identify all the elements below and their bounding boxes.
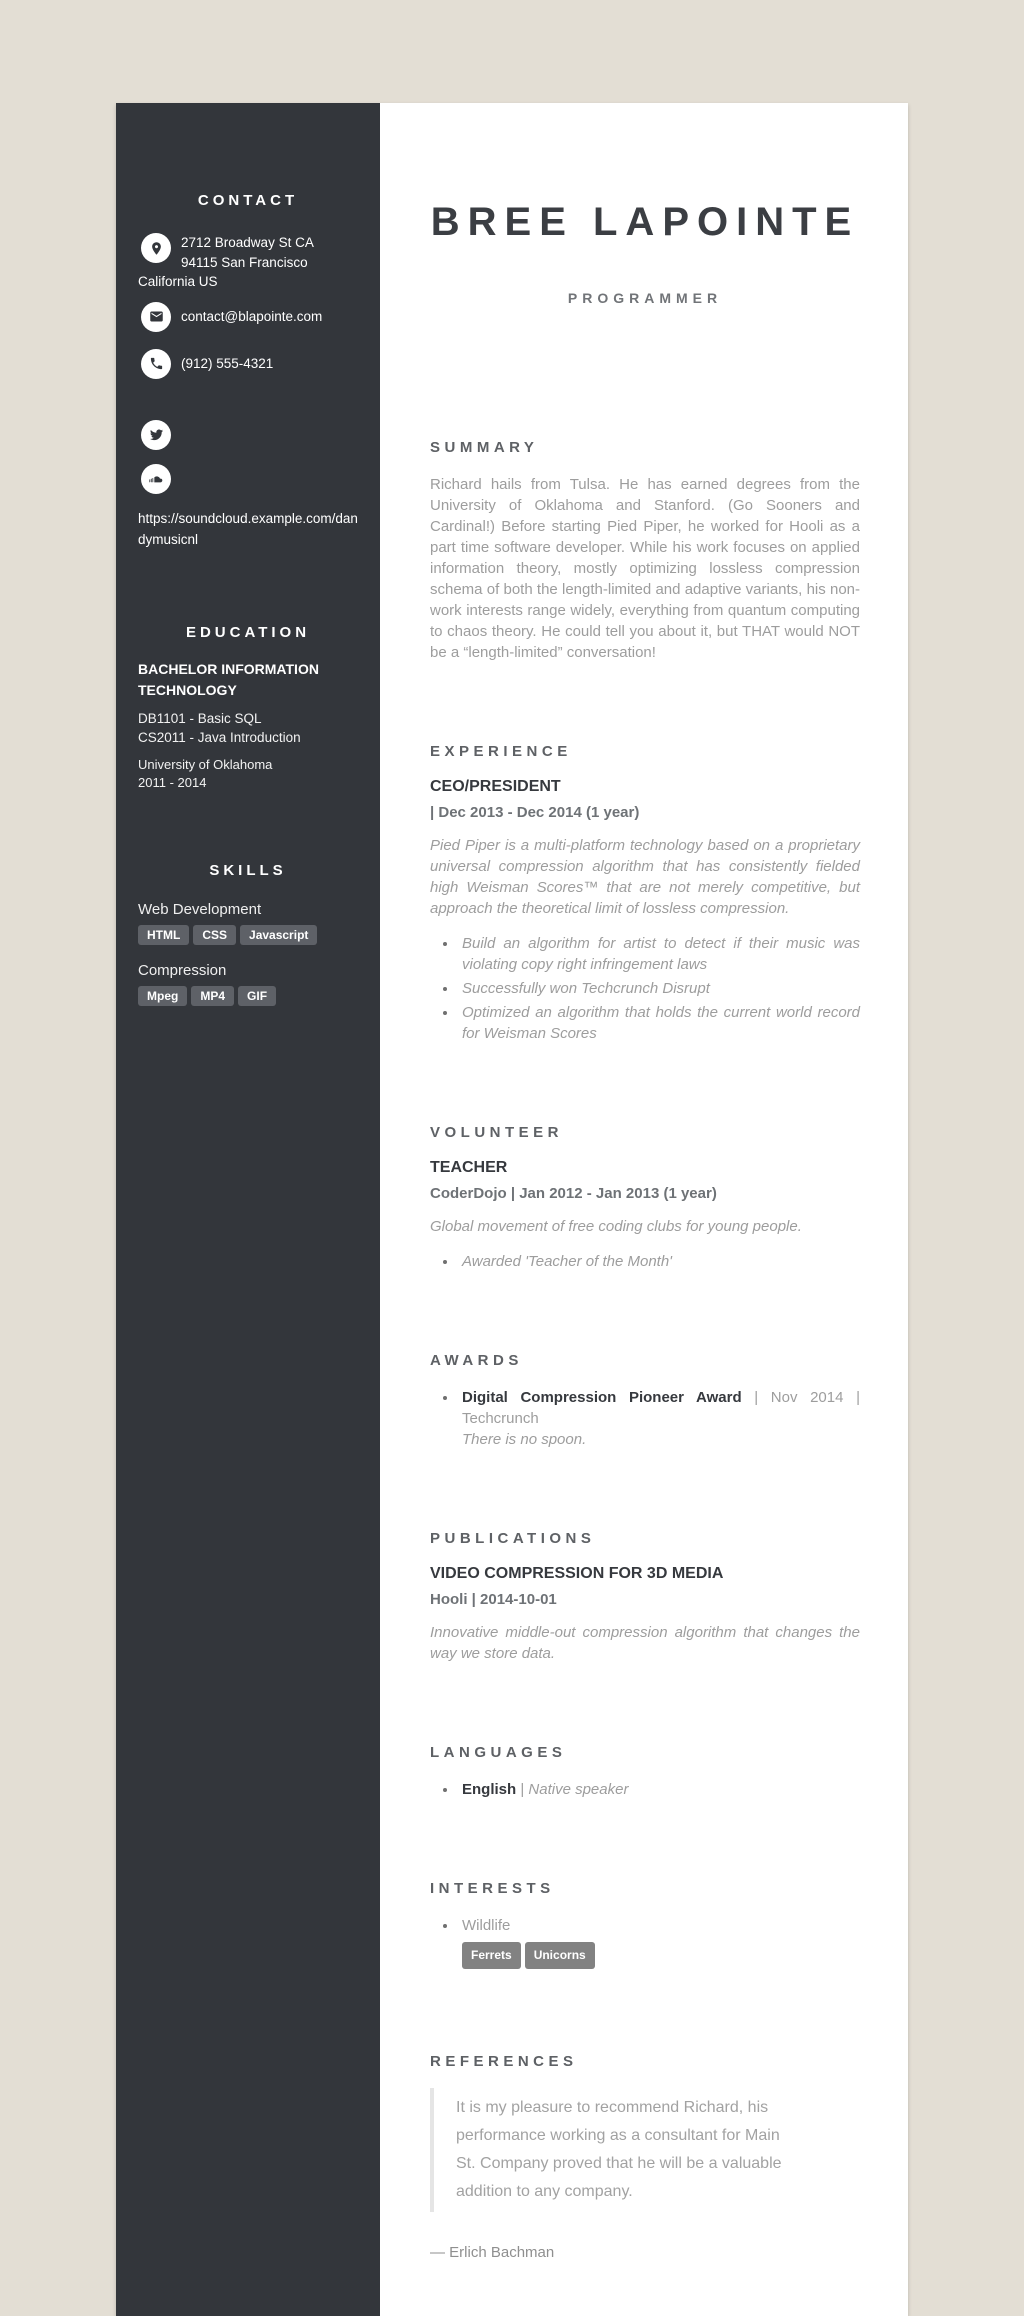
skill-tag: Javascript: [240, 925, 317, 945]
job-description: Pied Piper is a multi-platform technology based on a proprietary universal compression algorithm that has consistently fielded high Weisman Scores™ that are not merely competitive, but approach the theoretical limit of lossless compression.: [430, 837, 860, 917]
phone-icon: [141, 349, 171, 379]
languages-heading: LANGUAGES: [430, 1744, 567, 1761]
volunteer-meta: CoderDojo | Jan 2012 - Jan 2013 (1 year): [430, 1185, 717, 1202]
publication-meta: Hooli | 2014-10-01: [430, 1591, 557, 1608]
section-languages: [430, 1744, 860, 1800]
education-degree: BACHELOR INFORMATION TECHNOLOGY: [138, 660, 319, 698]
phone-text: (912) 555-4321: [181, 355, 274, 371]
skill-group: [138, 962, 358, 1010]
soundcloud-icon[interactable]: [141, 464, 171, 494]
section-volunteer: [430, 1124, 860, 1272]
address-line: 2712 Broadway St CA: [181, 235, 314, 250]
interest-tag: Unicorns: [525, 1942, 595, 1969]
references-heading: REFERENCES: [430, 2053, 578, 2070]
language-level: Native speaker: [528, 1781, 629, 1798]
awards-heading: AWARDS: [430, 1352, 523, 1369]
address-item: [138, 233, 358, 292]
language-name: English: [462, 1781, 517, 1798]
skill-tag: GIF: [238, 986, 276, 1006]
job-bullet: • Build an algorithm for artist to detect if their music was violating copy right infringement laws: [458, 933, 860, 975]
institution-name: University of Oklahoma: [138, 756, 273, 772]
interests-heading: INTERESTS: [430, 1880, 555, 1897]
website-link[interactable]: https://soundcloud.example.com/dandymusicnl: [138, 510, 358, 547]
phone-item: [138, 349, 358, 379]
job-meta: | Dec 2013 - Dec 2014 (1 year): [430, 804, 640, 821]
skill-tag: MP4: [191, 986, 234, 1006]
education-institution: [138, 756, 358, 792]
publication-title: VIDEO COMPRESSION FOR 3D MEDIA: [430, 1565, 724, 1582]
experience-heading: EXPERIENCE: [430, 743, 572, 760]
skill-tag: HTML: [138, 925, 189, 945]
job-bullet: • Successfully won Techcrunch Disrupt: [458, 978, 860, 999]
email-text: contact@blapointe.com: [181, 308, 323, 324]
skill-group-name: Compression: [138, 961, 227, 979]
section-awards: [430, 1352, 860, 1450]
section-interests: [430, 1880, 860, 1973]
volunteer-heading: VOLUNTEER: [430, 1124, 564, 1141]
location-pin-icon: [141, 233, 171, 263]
job-bullet: • Optimized an algorithm that holds the current world record for Weisman Scores: [458, 1002, 860, 1044]
education-period: 2011 - 2014: [138, 774, 207, 790]
education-heading: EDUCATION: [185, 623, 311, 641]
publications-heading: PUBLICATIONS: [430, 1530, 596, 1547]
address-line: 94115 San Francisco: [181, 254, 308, 270]
interests-list: [430, 1915, 860, 1973]
section-publications: [430, 1530, 860, 1664]
skill-group-name: Web Development: [138, 900, 262, 918]
section-summary: [430, 439, 860, 663]
skill-tag: CSS: [193, 925, 236, 945]
job-role: CEO/PRESIDENT: [430, 778, 561, 795]
person-name: BREE LAPOINTE: [430, 200, 860, 244]
awards-list: [430, 1387, 860, 1450]
languages-list: [430, 1779, 860, 1800]
language-separator: |: [516, 1781, 529, 1798]
section-experience: [430, 743, 860, 1044]
contact-heading: CONTACT: [197, 192, 299, 209]
award-item: [458, 1387, 860, 1450]
course-line: CS2011 - Java Introduction: [138, 729, 301, 745]
twitter-icon[interactable]: [141, 420, 171, 450]
publication-description: Innovative middle-out compression algorithm that changes the way we store data.: [430, 1624, 860, 1662]
interest-tag: Ferrets: [462, 1942, 521, 1969]
reference-quote: It is my pleasure to recommend Richard, his performance working as a consultant for Main St. Company proved that he will be a valuable addition to any company.: [430, 2088, 782, 2212]
skill-tag: Mpeg: [138, 986, 187, 1006]
language-item: [458, 1779, 860, 1800]
address-line: California US: [138, 274, 218, 289]
interest-item: [458, 1915, 860, 1973]
header: [430, 198, 860, 306]
award-note: There is no spoon.: [462, 1431, 587, 1448]
section-references: [430, 2053, 860, 2261]
social-links: [138, 420, 358, 550]
person-title: PROGRAMMER: [567, 290, 723, 306]
skills-heading: SKILLS: [209, 861, 287, 879]
volunteer-role: TEACHER: [430, 1159, 508, 1176]
sidebar: [116, 103, 380, 2316]
volunteer-bullet: • Awarded 'Teacher of the Month': [458, 1251, 860, 1272]
award-meta: | Nov 2014 | Techcrunch: [462, 1389, 860, 1427]
course-line: DB1101 - Basic SQL: [138, 710, 262, 726]
interest-name: Wildlife: [462, 1917, 511, 1934]
email-icon: [141, 302, 171, 332]
main-content: [380, 103, 908, 2316]
reference-attribution: — Erlich Bachman: [430, 2244, 555, 2261]
award-title: Digital Compression Pioneer Award: [462, 1389, 742, 1406]
volunteer-bullet-list: [430, 1251, 860, 1272]
skill-group: [138, 901, 358, 949]
education-courses: [138, 709, 358, 747]
volunteer-description: Global movement of free coding clubs for young people.: [430, 1218, 802, 1235]
interest-tags: [462, 1942, 860, 1973]
summary-heading: SUMMARY: [430, 439, 539, 456]
job-bullet-list: [430, 933, 860, 1044]
resume-card: [116, 103, 908, 2316]
email-item: [138, 302, 358, 332]
summary-text: Richard hails from Tulsa. He has earned degrees from the University of Oklahoma and Stanford. (Go Sooners and Cardinal!) Before starting Pied Piper, he worked for Hooli as a part time software developer. While his work focuses on applied information theory, mostly optimizing lossless compression schema of both the length-limited and adaptive variants, his non-work interests range widely, everything from quantum computing to chaos theory. He could tell you about it, but THAT would NOT be a “length-limited” conversation!: [430, 476, 860, 661]
